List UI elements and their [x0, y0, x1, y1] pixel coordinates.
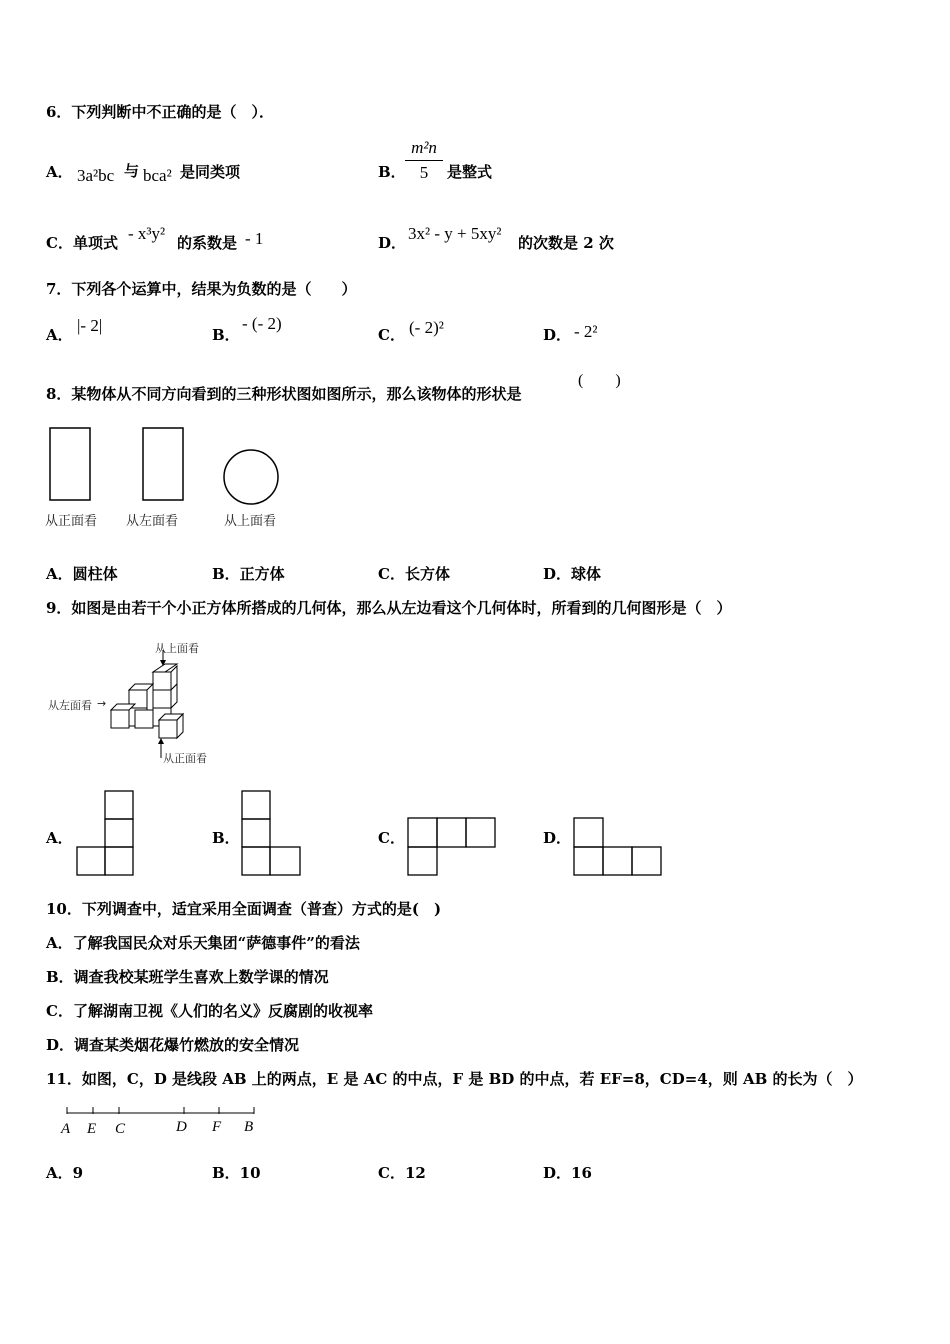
q6-option-a-label: A． — [46, 163, 73, 181]
q6-option-a-tail: 是同类项 — [180, 163, 241, 181]
q7-option-a-math: |- 2| — [77, 316, 103, 335]
q9-left-arrow: → — [97, 697, 107, 710]
q9-left-view-label: 从左面看 — [48, 699, 92, 712]
q8-view-top-label: 从上面看 — [224, 514, 277, 529]
q10-option-d: D．调查某类烟花爆竹燃放的安全情况 — [46, 1036, 300, 1054]
q9-option-a-label: A． — [46, 829, 73, 847]
q7-option-d-math: - 2² — [574, 322, 598, 341]
q8-option-b: B．正方体 — [212, 565, 285, 583]
q7-option-d-label: D． — [543, 326, 572, 344]
q7-option-c-math: (- 2)² — [409, 318, 444, 337]
q8-top-view-circle — [224, 450, 278, 504]
q8-figure — [40, 420, 340, 510]
q11-point-b: B — [244, 1119, 254, 1135]
q9-option-c-label: C． — [378, 829, 405, 847]
q8-view-left-label: 从左面看 — [126, 514, 179, 529]
q6-option-a-math1: 3a²bc — [77, 166, 115, 185]
q9-option-a-figure — [76, 790, 136, 876]
q8-view-front-label: 从正面看 — [45, 514, 98, 529]
q6-option-a-mid: 与 — [124, 162, 140, 180]
q11-option-c: C．12 — [378, 1164, 426, 1182]
q10-stem: 10．下列调查中，适宜采用全面调查（普查）方式的是( ) — [46, 900, 442, 918]
q9-option-d-figure — [572, 816, 664, 876]
q6-option-d-math: 3x² - y + 5xy² — [408, 224, 502, 243]
q6-option-c-mid: 的系数是 — [177, 234, 238, 252]
q6-option-b-fraction — [405, 138, 443, 183]
q7-option-b-math: - (- 2) — [242, 314, 282, 333]
q10-option-a: A．了解我国民众对乐天集团“萨德事件”的看法 — [46, 934, 360, 952]
q10-option-c: C．了解湖南卫视《人们的名义》反腐剧的收视率 — [46, 1002, 373, 1020]
q7-option-b-label: B． — [212, 326, 240, 344]
q6-option-b-denominator: 5 — [419, 163, 429, 182]
q11-stem: 11．如图，C，D 是线段 AB 上的两点，E 是 AC 的中点，F 是 BD 的中点，若 EF=8，CD=4，则 AB 的长为（ ） — [46, 1070, 863, 1088]
q8-front-view-rect — [50, 428, 90, 500]
q7-stem: 7．下列各个运算中，结果为负数的是（ ） — [46, 280, 357, 298]
q11-point-f: F — [212, 1119, 222, 1135]
q6-option-a-math2: bca² — [143, 166, 172, 185]
q6-stem: 6．下列判断中不正确的是（ ）． — [46, 103, 274, 121]
q6-option-b-numerator: m²n — [411, 138, 437, 157]
q11-option-d: D．16 — [543, 1164, 592, 1182]
q9-option-b-label: B． — [212, 829, 240, 847]
q11-option-b: B．10 — [212, 1164, 261, 1182]
q11-segment-figure — [60, 1106, 260, 1120]
q6-option-c-value: - 1 — [245, 229, 264, 248]
q7-option-c-label: C． — [378, 326, 405, 344]
q6-option-c-math: - x³y² — [128, 224, 166, 243]
q6-option-c-label: C．单项式 — [46, 234, 118, 252]
q9-cube-figure — [105, 640, 225, 760]
q9-stem: 9．如图是由若干个小正方体所搭成的几何体，那么从左边看这个几何体时，所看到的几何图形是（ ） — [46, 599, 732, 617]
q8-option-c: C．长方体 — [378, 565, 450, 583]
q8-option-a: A．圆柱体 — [46, 565, 118, 583]
q11-point-e: E — [87, 1121, 97, 1137]
q8-answer-paren: ( ) — [578, 372, 621, 389]
q6-option-d-tail: 的次数是 2 次 — [518, 234, 614, 252]
q11-option-a: A．9 — [46, 1164, 84, 1182]
q9-option-b-figure — [240, 790, 302, 876]
q6-option-b-tail: 是整式 — [447, 163, 493, 181]
q11-point-c: C — [115, 1121, 126, 1137]
q7-option-a-label: A． — [46, 326, 73, 344]
q6-option-d-label: D． — [378, 234, 407, 252]
q11-point-a: A — [61, 1121, 71, 1137]
q8-stem: 8．某物体从不同方向看到的三种形状图如图所示，那么该物体的形状是 — [46, 385, 522, 403]
q9-option-c-figure — [406, 816, 498, 876]
q8-option-d: D．球体 — [543, 565, 602, 583]
q9-option-d-label: D． — [543, 829, 572, 847]
q9-front-view-label: 从正面看 — [163, 752, 207, 765]
q9-top-view-label: 从上面看 — [155, 642, 199, 655]
q6-option-b-label: B． — [378, 163, 406, 181]
q8-left-view-rect — [143, 428, 183, 500]
q10-option-b: B．调查我校某班学生喜欢上数学课的情况 — [46, 968, 329, 986]
q11-point-d: D — [176, 1119, 187, 1135]
